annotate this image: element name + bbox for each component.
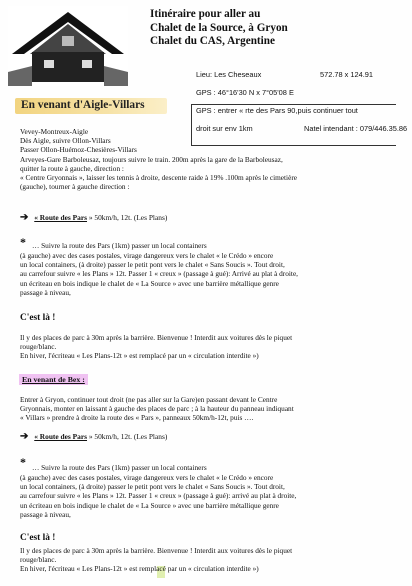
intro-line: « Centre Gryonnais », laisser les tennis à droite, descente raide à 19% .100m après le cimetière (20, 173, 297, 183)
chalet-logo (8, 6, 128, 86)
direction-line: un écriteau en bois indique le chalet de « La Source » avec une barrière métallique genre (20, 500, 279, 510)
info-block (196, 70, 408, 134)
route-label: « Route des Pars (34, 432, 88, 441)
direction-line: (à gauche) avec des cases postales, virage dangereux vers le chalet « le Crédo » encore (20, 251, 274, 260)
coords-text: 572.78 x 124.91 (320, 70, 374, 79)
bex-directions (20, 473, 398, 519)
aigle-banner (15, 98, 167, 114)
direction-line: (à gauche) avec des cases postales, virage dangereux vers le chalet « le Crédo » encore (20, 473, 274, 482)
direction-line: … Suivre la route des Pars (1km) passer un local containers (32, 463, 207, 472)
cest-la-heading: C'est là ! (20, 313, 56, 323)
parking-line: rouge/blanc. (20, 342, 57, 352)
intro-line: (gauche), tourner à gauche direction : (20, 182, 130, 192)
bex-route (20, 431, 167, 442)
aigle-directions (20, 251, 398, 297)
cest-la-heading: C'est là ! (20, 533, 56, 543)
arrow-right-icon: ➔ (20, 212, 29, 223)
bex-parking (20, 546, 398, 574)
gps-entry-text: GPS : entrer « rte des Pars 90,puis continuer tout (196, 106, 358, 115)
parking-line: Il y des places de parc à 30m après la barrière. Bienvenue ! Interdit aux voitures dès le piquet (20, 546, 293, 555)
direction-line: un local containers, (à droite) passer le petit pont vers le chalet « Sans Soucis ». Tout droit, (20, 482, 285, 492)
intro-line: quitter la route à gauche, direction : (20, 163, 124, 173)
arrow-right-icon: ➔ (20, 431, 29, 442)
title-line: Chalet du CAS, Argentine (150, 35, 275, 47)
intro-line: Vevey-Montreux-Aigle (20, 127, 89, 136)
aigle-dir-first (32, 241, 398, 250)
parking-line: En hiver, l'écriteau « Les Plans-12t » est remplacé par un « circulation interdite ») (20, 564, 259, 574)
direction-line: un local containers, (à droite) passer le petit pont vers le chalet « Sans Soucis ». Tout droit, (20, 260, 285, 270)
direction-line: au carrefour suivre « les Plans » 12t. Passer 1 « creux » (passage à gué): Arrivé au plat à droite, (20, 269, 299, 279)
direction-line: passage à niveau, (20, 287, 71, 297)
gps-text: GPS : 46°16'30 N x 7°05'08 E (196, 88, 294, 97)
bex-dir-first (32, 463, 398, 472)
asterisk-icon: * (20, 235, 26, 249)
bex-intro (20, 395, 398, 423)
natel-text: Natel intendant : 079/446.35.86 (304, 124, 408, 133)
intro-line: Dès Aigle, suivre Ollon-Villars (20, 136, 111, 146)
aigle-parking (20, 333, 398, 361)
parking-line: En hiver, l'écriteau « Les Plans-12t » est remplacé par un « circulation interdite ») (20, 351, 259, 361)
droit-text: droit sur env 1km (196, 124, 253, 133)
asterisk-icon: * (20, 455, 26, 469)
title-line: Itinéraire pour aller au (150, 8, 261, 20)
intro-line: Passer Ollon-Huémoz-Chesières-Villars (20, 145, 137, 155)
direction-line: … Suivre la route des Pars (1km) passer un local containers (32, 241, 207, 250)
aigle-route (20, 212, 167, 223)
lieu-text: Lieu: Les Cheseaux (196, 70, 262, 79)
parking-line: rouge/blanc. (20, 555, 57, 565)
intro-line: « Villars » prendre à droite la route des « Pars », panneaux 50km/h-12t, puis …. (20, 413, 254, 423)
aigle-intro (20, 127, 398, 191)
aigle-banner-text: En venant d'Aigle-Villars (21, 99, 145, 111)
route-label: « Route des Pars (34, 213, 88, 222)
bex-banner: En venant de Bex : (19, 374, 88, 385)
direction-line: un écriteau en bois indique le chalet de « La Source » avec une barrière métallique genre (20, 278, 279, 288)
route-rest: » 50km/h, 12t. (Les Plans) (88, 432, 168, 441)
itinerary-title (150, 8, 400, 49)
route-rest: » 50km/h, 12t. (Les Plans) (88, 213, 168, 222)
intro-line: Entrer à Gryon, continuer tout droit (ne pas aller sur la Gare)en passant devant le Centre (20, 395, 278, 404)
parking-line: Il y des places de parc à 30m après la barrière. Bienvenue ! Interdit aux voitures dès le piquet (20, 333, 293, 342)
title-line: Chalet de la Source, à Gryon (150, 21, 288, 34)
direction-line: passage à niveau, (20, 509, 71, 519)
direction-line: au carrefour suivre « les Plans » 12t. Passer 1 « creux » (passage à gué): arrivé au plat à droite, (20, 491, 297, 501)
intro-line: Gryonnais, monter en laissant à gauche des places de parc ; à la hauteur du panneau indiquant (20, 404, 294, 414)
intro-line: Arveyes-Gare Barboleusaz, toujours suivre le train. 200m après la gare de la Barboleusaz, (20, 154, 283, 164)
